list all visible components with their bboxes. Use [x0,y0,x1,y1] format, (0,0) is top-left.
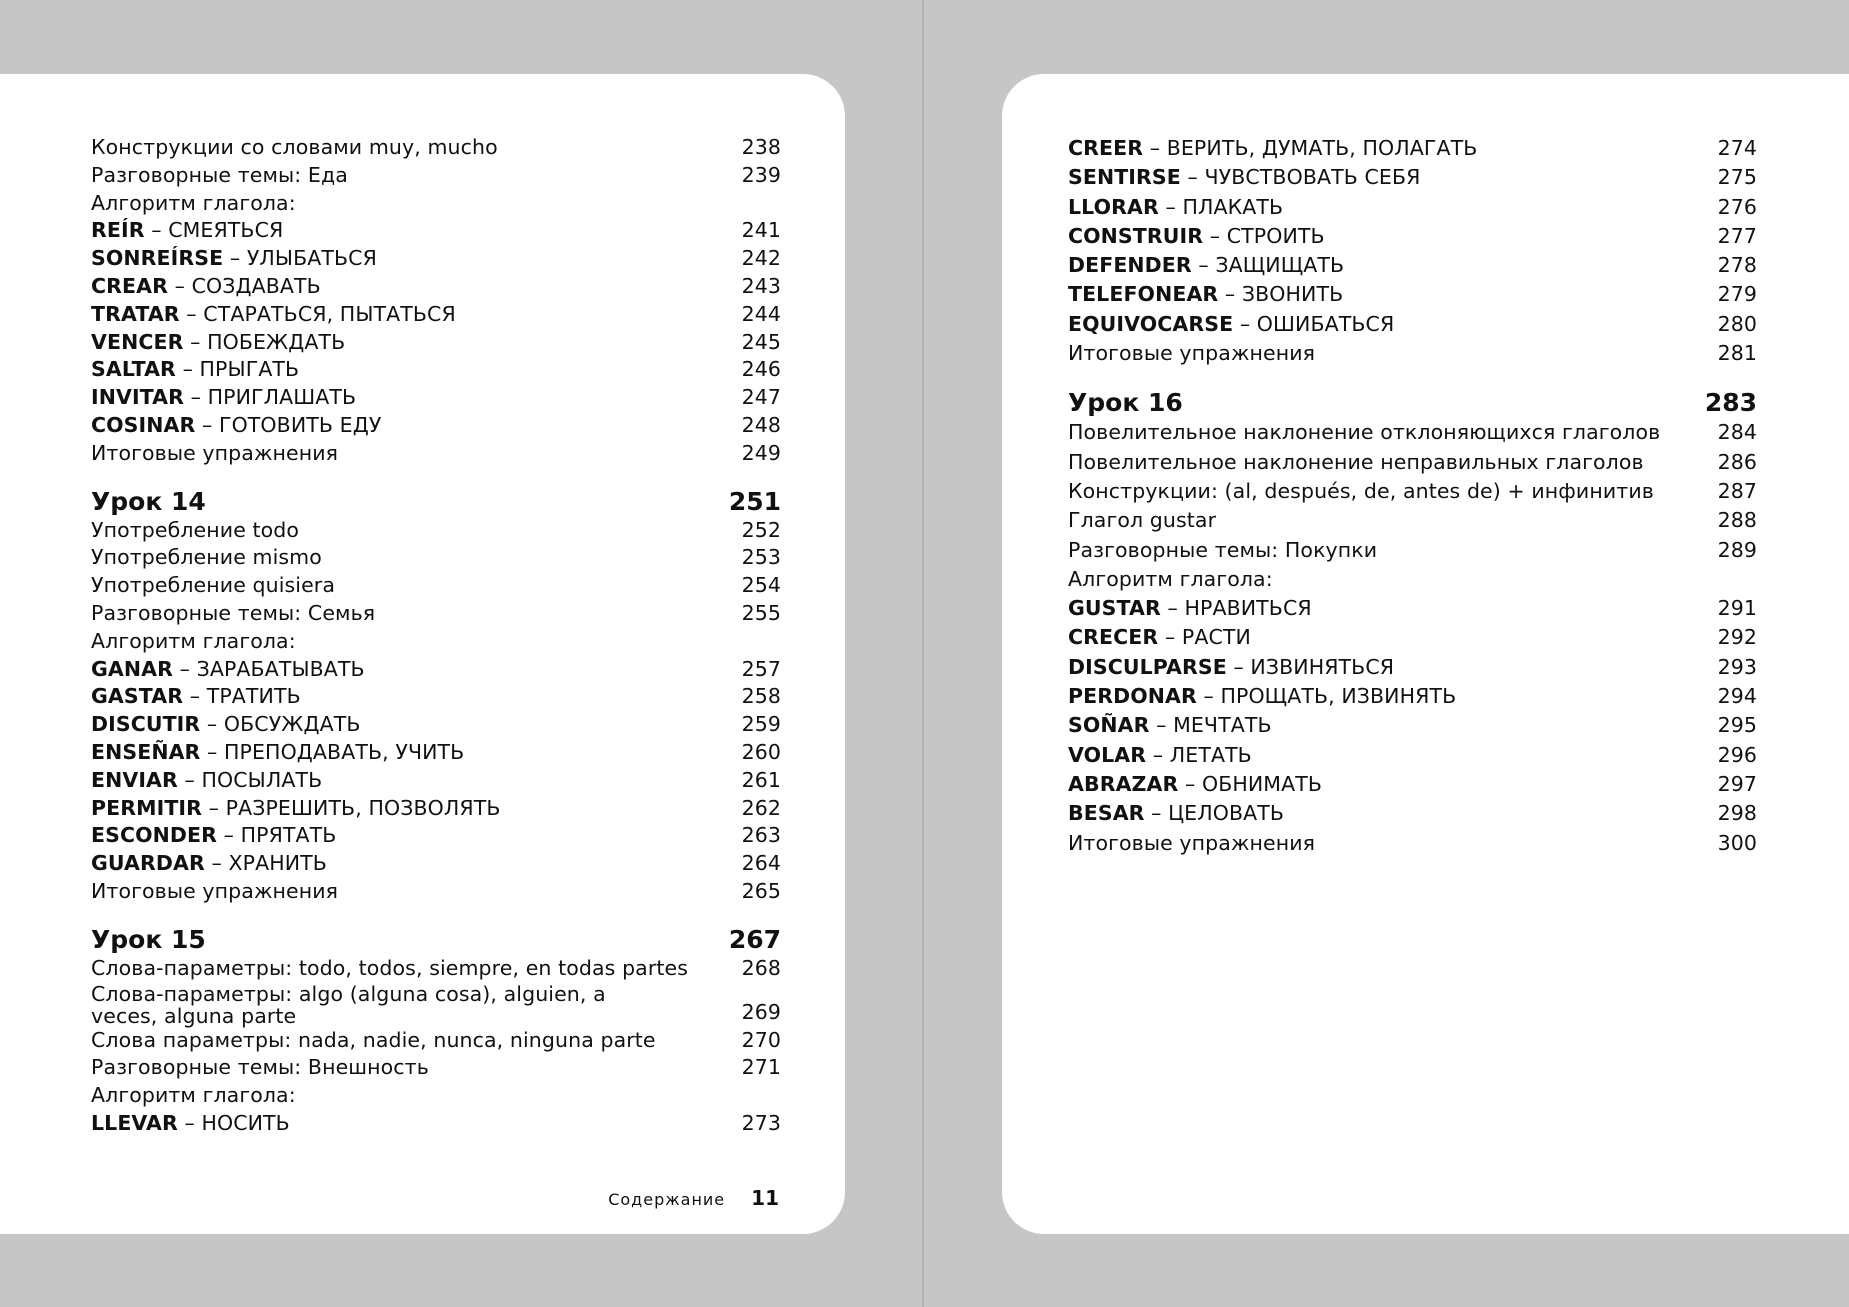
toc-verb-entry [91,683,781,711]
verb-entry-text [1068,770,1698,799]
verb-entry-text [91,822,722,850]
verb-dash: – [179,301,204,326]
verb-translation: НРАВИТЬСЯ [1184,596,1312,621]
verb-dash: – [1158,194,1183,219]
toc-page-number: 254 [741,573,781,598]
toc-entry [1068,448,1757,477]
toc-page-number: 260 [741,739,781,764]
toc-page-number: 261 [741,767,781,792]
verb-name: CREAR [91,273,168,298]
toc-page-number: 287 [1717,478,1757,503]
lesson-title: Урок 16 [1068,388,1183,418]
toc-entry-title: Конструкции со словами muy, mucho [91,135,498,159]
toc-entry [91,955,781,983]
verb-translation: ОБНИМАТЬ [1201,771,1322,796]
toc-page-number: 274 [1717,136,1757,160]
verb-entry-text [91,245,722,273]
toc-entry [91,440,781,468]
toc-verb-entry [1068,251,1757,280]
toc-page-number: 245 [741,329,781,354]
toc-verb-entry [1068,682,1757,711]
verb-translation: ОШИБАТЬСЯ [1256,311,1395,336]
toc-entry-title: Итоговые упражнения [1068,830,1316,855]
verb-entry-text [1068,653,1698,682]
toc-page-number: 293 [1717,654,1757,679]
verb-name: TELEFONEAR [1068,282,1219,307]
toc-entry [91,544,781,572]
verb-entry-text [1068,163,1698,192]
verb-dash: – [175,357,200,382]
toc-page-number: 264 [741,851,781,876]
toc-page-number: 263 [741,823,781,848]
verb-entry-text [91,850,722,878]
verb-entry-text [1068,251,1698,280]
verb-entry-text [1068,799,1698,828]
verb-dash: – [1146,742,1170,767]
verb-translation: МЕЧТАТЬ [1173,713,1272,738]
toc-entry [91,600,781,628]
toc-verb-entry [91,822,781,850]
verb-translation: ЧУВСТВОВАТЬ СЕБЯ [1204,165,1421,190]
verb-dash: – [1158,625,1182,650]
verb-translation: ПРОЩАТЬ, ИЗВИНЯТЬ [1220,684,1457,709]
toc-page-number: 258 [741,684,781,709]
toc-page-number: 276 [1717,194,1757,219]
verb-dash: – [200,739,225,764]
toc-entry-title: Употребление todo [91,517,300,542]
toc-entry-title: Повелительное наклонение неправильных глаголов [1068,449,1644,474]
toc-page-number: 255 [741,600,781,625]
toc-entry [91,162,781,190]
page-number: 11 [751,1186,779,1210]
toc-verb-entry [91,656,781,684]
verb-dash: – [204,851,229,876]
verb-translation: ЗАЩИЩАТЬ [1215,253,1345,278]
toc-verb-entry [1068,770,1757,799]
verb-name: EQUIVOCARSE [1068,311,1234,336]
verb-entry-text [1068,741,1698,770]
verb-translation: УЛЫБАТЬСЯ [246,246,377,271]
verb-translation: ЦЕЛОВАТЬ [1168,801,1285,826]
toc-page-number: 270 [741,1027,781,1052]
toc-verb-entry [91,711,781,739]
verb-name: ESCONDER [91,823,218,848]
toc-verb-entry [1068,134,1757,163]
verb-entry-text [91,795,722,823]
toc-entry-title: Разговорные темы: Покупки [1068,537,1378,562]
verb-translation: ИЗВИНЯТЬСЯ [1250,654,1395,679]
toc-entry-title: Итоговые упражнения [1068,341,1316,366]
toc-page-number: 291 [1717,596,1757,621]
verb-translation: ОБСУЖДАТЬ [223,712,361,737]
verb-dash: – [1178,771,1202,796]
toc-page-number: 289 [1717,537,1757,562]
lesson-page-number: 267 [728,924,781,954]
toc-entry [91,134,781,162]
verb-name: CREER [1068,136,1144,160]
toc-entry-title: Слова параметры: nada, nadie, nunca, ninguna parte [91,1027,656,1052]
toc-verb-entry [91,412,781,440]
verb-name: CONSTRUIR [1068,223,1204,248]
table-of-contents-left [91,134,781,1138]
verb-dash: – [1218,282,1242,307]
page-footer [608,1186,779,1210]
verb-entry-text [1068,623,1698,652]
verb-dash: – [1144,801,1169,826]
toc-entry-title: Разговорные темы: Внешность [91,1055,429,1080]
verb-name: CRECER [1068,625,1159,650]
toc-page-number: 277 [1717,223,1757,248]
lesson-page-number: 283 [1704,388,1757,418]
verb-name: GUARDAR [91,851,205,876]
verb-entry-text [1068,310,1698,339]
toc-entry [91,628,781,656]
toc-verb-entry [1068,623,1757,652]
toc-page-number: 239 [741,162,781,187]
toc-page-number: 279 [1717,282,1757,307]
toc-verb-entry [91,850,781,878]
toc-verb-entry [1068,280,1757,309]
verb-translation: ПРЫГАТЬ [199,357,300,382]
verb-entry-text [91,656,722,684]
toc-entry [1068,536,1757,565]
verb-entry-text [91,384,722,412]
verb-entry-text [1068,280,1698,309]
verb-entry-text [91,273,722,301]
verb-name: COSINAR [91,412,196,437]
verb-name: DISCUTIR [91,712,201,737]
verb-dash: – [1226,654,1251,679]
toc-verb-entry [91,767,781,795]
verb-entry-text [91,711,722,739]
verb-name: ABRAZAR [1068,771,1179,796]
toc-verb-entry [1068,310,1757,339]
verb-name: GUSTAR [1068,596,1161,621]
toc-page-number: 268 [741,955,781,980]
verb-name: LLORAR [1068,194,1159,219]
verb-entry-text [91,683,722,711]
toc-entry-title: Алгоритм глагола: [91,1083,296,1108]
verb-name: REÍR [91,218,145,243]
toc-page-number: 294 [1717,684,1757,709]
toc-verb-entry [91,356,781,384]
toc-page-number: 259 [741,712,781,737]
verb-name: PERDONAR [1068,684,1197,709]
verb-entry-text [1068,682,1698,711]
toc-page-number: 246 [741,357,781,382]
toc-page-number: 253 [741,545,781,570]
verb-dash: – [1180,165,1205,190]
verb-dash: – [168,273,192,298]
toc-page-number: 280 [1717,311,1757,336]
toc-entry [91,572,781,600]
toc-entry-title: Слова-параметры: algo (alguna cosa), alguien, a veces, alguna parte [91,981,606,1028]
toc-entry-title: Алгоритм глагола: [91,190,296,215]
verb-name: ENVIAR [91,767,178,792]
toc-page-number: 241 [741,218,781,243]
toc-page-number: 244 [741,301,781,326]
verb-name: DEFENDER [1068,253,1192,278]
toc-page-number: 288 [1717,508,1757,533]
toc-page-number: 292 [1717,625,1757,650]
toc-verb-entry [1068,594,1757,623]
verb-dash: – [1160,596,1185,621]
verb-translation: ПРЯТАТЬ [240,823,337,848]
verb-translation: ЛЕТАТЬ [1169,742,1252,767]
toc-page-number: 238 [741,135,781,159]
verb-dash: – [217,823,241,848]
verb-entry-text [1068,134,1698,163]
toc-page-number: 284 [1717,420,1757,445]
verb-dash: – [1203,223,1227,248]
lesson-heading [1068,388,1757,418]
toc-entry [91,1054,781,1082]
verb-dash: – [183,684,207,709]
toc-page-number: 278 [1717,253,1757,278]
verb-entry-text [91,301,722,329]
toc-page-number: 252 [741,517,781,542]
toc-page-number: 273 [741,1110,781,1135]
footer-title: Содержание [608,1190,726,1209]
toc-page-number: 275 [1717,165,1757,190]
verb-dash: – [200,712,224,737]
verb-translation: ЗВОНИТЬ [1241,282,1344,307]
verb-translation: ПРЕПОДАВАТЬ, УЧИТЬ [224,739,465,764]
verb-entry-text [1068,193,1698,222]
toc-page-number: 295 [1717,713,1757,738]
verb-entry-text [1068,594,1698,623]
lesson-page-number: 251 [728,486,781,516]
toc-page-number: 300 [1717,830,1757,855]
toc-page-number: 296 [1717,742,1757,767]
verb-translation: ПОБЕЖДАТЬ [207,329,346,354]
verb-entry-text [91,412,722,440]
verb-name: SOÑAR [1068,713,1150,738]
toc-page-number: 271 [741,1055,781,1080]
toc-entry [1068,339,1757,368]
verb-entry-text [91,356,722,384]
toc-page-number: 257 [741,656,781,681]
verb-name: DISCULPARSE [1068,654,1227,679]
verb-dash: – [202,795,226,820]
toc-page-number: 242 [741,246,781,271]
toc-page-number: 262 [741,795,781,820]
verb-name: GASTAR [91,684,184,709]
toc-entry-title: Алгоритм глагола: [91,628,296,653]
verb-entry-text [91,739,722,767]
verb-dash: – [184,385,208,410]
toc-entry [1068,506,1757,535]
verb-name: SONREÍRSE [91,246,224,271]
toc-entry-title: Конструкции: (al, después, de, antes de) + инфинитив [1068,478,1654,503]
lesson-title: Урок 14 [91,486,206,516]
toc-entry [1068,829,1757,858]
toc-verb-entry [1068,222,1757,251]
verb-dash: – [1149,713,1174,738]
toc-entry-title: Употребление quisiera [91,573,335,598]
verb-entry-text [91,1110,722,1138]
verb-name: LLEVAR [91,1110,178,1135]
verb-translation: СТАРАТЬСЯ, ПЫТАТЬСЯ [203,301,456,326]
toc-entry [91,1082,781,1110]
verb-name: VENCER [91,329,184,354]
lesson-heading [91,487,781,517]
toc-entry-title: Глагол gustar [1068,508,1217,533]
lesson-title: Урок 15 [91,924,206,954]
verb-translation: СОЗДАВАТЬ [191,273,321,298]
toc-verb-entry [1068,741,1757,770]
toc-page-number: 269 [741,999,781,1024]
toc-entry-title: Слова-параметры: todo, todos, siempre, en todas partes [91,955,688,980]
toc-entry-title: Повелительное наклонение отклоняющихся глаголов [1068,420,1661,445]
verb-dash: – [1143,136,1167,160]
toc-verb-entry [91,384,781,412]
verb-dash: – [173,656,197,681]
toc-entry-title: Разговорные темы: Еда [91,162,348,187]
toc-verb-entry [91,301,781,329]
verb-entry-text [1068,711,1698,740]
verb-name: VOLAR [1068,742,1147,767]
toc-entry-title: Разговорные темы: Семья [91,600,376,625]
book-spine [922,0,924,1307]
left-page [0,74,845,1234]
verb-translation: ПОСЫЛАТЬ [201,767,323,792]
toc-verb-entry [1068,711,1757,740]
toc-entry [1068,477,1757,506]
toc-verb-entry [91,273,781,301]
toc-verb-entry [1068,163,1757,192]
verb-entry-text [91,217,722,245]
verb-dash: – [177,767,202,792]
verb-translation: ПЛАКАТЬ [1182,194,1284,219]
toc-page-number: 298 [1717,801,1757,826]
verb-translation: ТРАТИТЬ [206,684,301,709]
verb-name: TRATAR [91,301,180,326]
toc-page-number: 265 [741,878,781,903]
toc-entry-title: Алгоритм глагола: [1068,566,1273,591]
toc-verb-entry [1068,653,1757,682]
verb-translation: НОСИТЬ [201,1110,290,1135]
toc-verb-entry [91,795,781,823]
toc-page-number: 243 [741,273,781,298]
verb-name: INVITAR [91,385,185,410]
verb-name: PERMITIR [91,795,203,820]
verb-dash: – [1233,311,1257,336]
verb-translation: СМЕЯТЬСЯ [168,218,284,243]
toc-entry [1068,418,1757,447]
toc-verb-entry [91,739,781,767]
verb-name: BESAR [1068,801,1145,826]
verb-dash: – [1191,253,1216,278]
verb-name: ENSEÑAR [91,739,201,764]
toc-entry [91,878,781,906]
toc-verb-entry [91,217,781,245]
verb-dash: – [177,1110,202,1135]
toc-entry-title: Итоговые упражнения [91,440,339,465]
toc-entry [1068,565,1757,594]
verb-entry-text [1068,222,1698,251]
verb-translation: ЗАРАБАТЫВАТЬ [196,656,365,681]
verb-entry-text [91,329,722,357]
toc-entry-title: Употребление mismo [91,545,322,570]
table-of-contents-right [1068,134,1757,858]
lesson-heading [91,925,781,955]
verb-translation: РАСТИ [1181,625,1251,650]
verb-name: SALTAR [91,357,176,382]
toc-page-number: 281 [1717,341,1757,366]
toc-entry [91,983,781,1027]
right-page [1002,74,1849,1234]
toc-page-number: 297 [1717,771,1757,796]
toc-entry [91,1027,781,1055]
verb-translation: СТРОИТЬ [1226,223,1325,248]
verb-translation: ХРАНИТЬ [228,851,327,876]
toc-page-number: 249 [741,440,781,465]
verb-entry-text [91,767,722,795]
toc-verb-entry [91,329,781,357]
toc-entry [91,517,781,545]
toc-page-number: 248 [741,412,781,437]
toc-entry-title: Итоговые упражнения [91,878,339,903]
toc-page-number: 247 [741,385,781,410]
verb-translation: ГОТОВИТЬ ЕДУ [218,412,382,437]
verb-dash: – [195,412,219,437]
verb-translation: ВЕРИТЬ, ДУМАТЬ, ПОЛАГАТЬ [1166,136,1478,160]
verb-translation: ПРИГЛАШАТЬ [207,385,357,410]
verb-dash: – [1196,684,1221,709]
toc-verb-entry [1068,799,1757,828]
toc-verb-entry [1068,193,1757,222]
verb-translation: РАЗРЕШИТЬ, ПОЗВОЛЯТЬ [225,795,501,820]
toc-verb-entry [91,1110,781,1138]
verb-dash: – [223,246,247,271]
verb-name: GANAR [91,656,173,681]
toc-entry [91,190,781,218]
verb-dash: – [183,329,208,354]
toc-page-number: 286 [1717,449,1757,474]
toc-verb-entry [91,245,781,273]
verb-name: SENTIRSE [1068,165,1181,190]
verb-dash: – [144,218,169,243]
